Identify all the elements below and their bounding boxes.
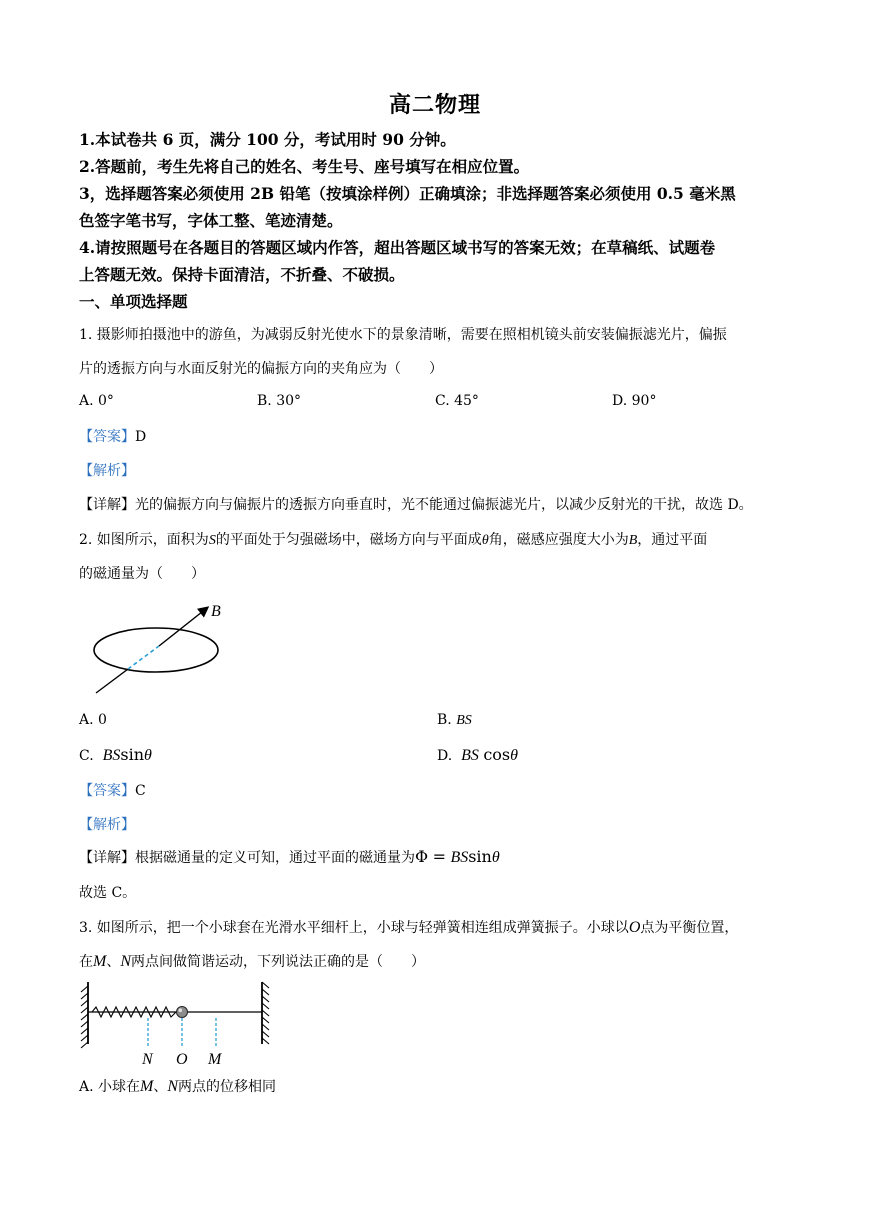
q1-answer [79,426,146,446]
detail-label: 【详解】 [79,850,135,866]
q1-option-b: B. 30° [257,393,302,409]
option-expr: BS [456,713,472,728]
q2-stem-part: ，通过平面 [637,532,708,548]
option-fn: cos [483,745,511,764]
flux-symbol: Φ [415,847,429,866]
q3-option-a [79,1076,276,1096]
note-2: 2.答题前，考生先将自己的姓名、考生号、座号填写在相应位置。 [79,157,530,176]
separator: 、 [153,1079,168,1095]
q2-stem-line1 [79,529,707,549]
q2-option-b [437,712,472,729]
q3-stem-line2 [79,951,425,971]
separator: 、 [106,954,121,970]
q2-detail-text: 根据磁通量的定义可知，通过平面的磁通量为 [135,850,415,866]
q1-option-c: C. 45° [435,393,479,409]
label-o: O [176,1051,188,1068]
option-expr: BS [461,747,479,764]
option-fn: sin [120,745,144,764]
q3-option-part: A. 小球在 [79,1079,141,1095]
point-n: N [120,953,131,970]
q3-stem-line1 [79,917,738,937]
q2-option-c [79,745,152,765]
q3-stem-part: 两点间做简谐运动，下列说法正确的是（ ） [131,954,425,970]
page-title: 高二物理 [388,92,481,118]
flux-fn: sin [468,847,492,866]
option-var: θ [510,747,518,764]
field-line-dashed [128,646,159,669]
q1-analysis-label: 【解析】 [79,463,135,479]
q1-answer-value: D [135,429,147,445]
area-symbol-s: S [208,533,216,548]
option-prefix: C. [79,748,94,764]
section-heading: 一、单项选择题 [79,292,188,311]
note-3: 3，选择题答案必须使用 2B 铅笔（按填涂样例）正确填涂；非选择题答案必须使用 0.5 毫米黑 [79,184,736,203]
detail-label: 【详解】 [79,497,135,513]
q3-stem-part: 点为平衡位置， [640,920,739,936]
left-wall-hatch [81,986,88,1048]
flux-expr: BS [450,849,469,866]
field-arrow [159,608,207,646]
field-symbol-b: B [628,533,638,548]
q3-option-part: 两点的位移相同 [178,1079,277,1095]
plane-ellipse [94,628,218,672]
point-m: M [140,1078,154,1095]
q2-option-d [437,745,518,765]
option-prefix: D. [437,748,453,764]
q2-answer [79,780,146,800]
q3-stem-part: 在 [79,954,93,970]
q2-answer-value: C [135,783,146,799]
option-expr: BS [102,747,121,764]
q1-option-d: D. 90° [612,393,657,409]
q2-stem-part: 2. 如图所示，面积为 [79,532,209,548]
equals-sign: = [432,847,446,866]
note-4-cont: 上答题无效。保持卡面清洁，不折叠、不破损。 [79,265,405,284]
spring-oscillator-figure [76,978,276,1070]
note-1: 1.本试卷共 6 页，满分 100 分，考试用时 90 分钟。 [79,130,456,149]
q2-conclusion: 故选 C。 [79,885,137,901]
q1-detail [79,494,753,514]
point-m: M [93,953,107,970]
field-line-lower [96,669,128,693]
ball [177,1007,188,1018]
label-m: M [208,1051,222,1068]
point-o: O [628,919,641,936]
q1-stem-line1: 1. 摄影师拍摄池中的游鱼，为减弱反射光使水下的景象清晰，需要在照相机镜头前安装偏振滤光片，偏振 [79,327,727,343]
q1-stem-line2: 片的透振方向与水面反射光的偏振方向的夹角应为（ ） [79,361,443,377]
option-prefix: B. [437,712,452,728]
q2-detail [79,847,500,867]
q2-option-a: A. 0 [79,712,107,728]
note-3-cont: 色签字笔书写，字体工整、笔迹清楚。 [79,211,343,230]
q2-stem-part: 的平面处于匀强磁场中，磁场方向与平面成 [215,532,482,548]
point-n: N [167,1078,179,1095]
note-4: 4.请按照题号在各题目的答题区域内作答，超出答题区域书写的答案无效；在草稿纸、试题卷 [79,238,716,257]
q2-stem-line2: 的磁通量为（ ） [79,566,205,582]
ball-highlight [179,1008,183,1012]
answer-label: 【答案】 [79,783,135,799]
flux-var: θ [491,849,500,866]
option-var: θ [144,747,152,764]
magnetic-flux-figure [80,598,240,698]
label-n: N [142,1051,153,1068]
right-wall-hatch [262,982,269,1044]
field-label-b: B [211,603,221,620]
answer-label: 【答案】 [79,429,135,445]
q3-stem-part: 3. 如图所示，把一个小球套在光滑水平细杆上，小球与轻弹簧相连组成弹簧振子。小球以 [79,920,629,936]
q2-stem-part: 角，磁感应强度大小为 [488,532,629,548]
angle-symbol-theta: θ [481,533,489,548]
q1-detail-text: 光的偏振方向与偏振片的透振方向垂直时，光不能通过偏振滤光片，以减少反射光的干扰，故选 D。 [135,497,753,513]
q2-analysis-label: 【解析】 [79,817,135,833]
q1-option-a: A. 0° [79,393,114,409]
